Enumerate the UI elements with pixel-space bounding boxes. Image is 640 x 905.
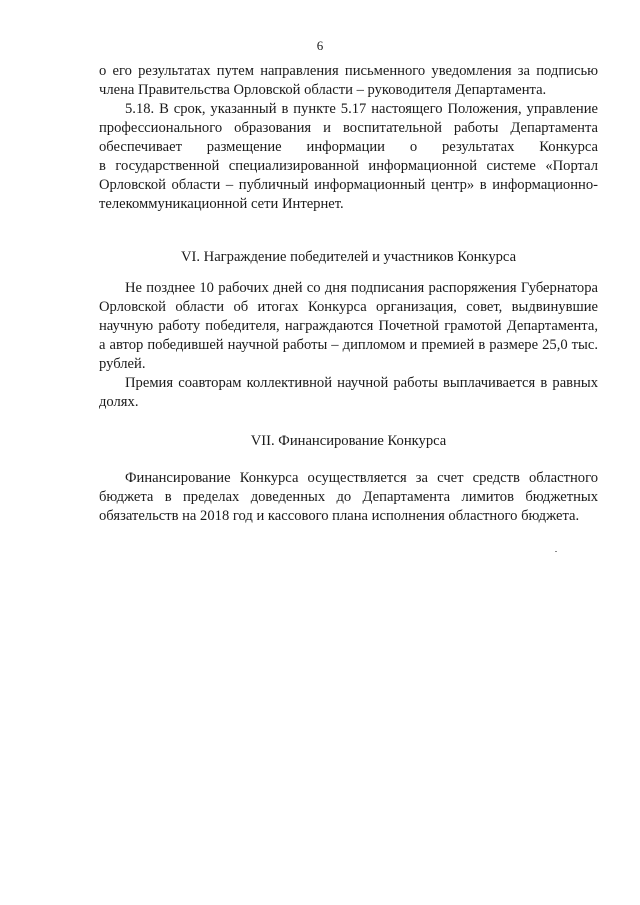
paragraph-5-18-part3: в государственной специализированной информационной системе «Портал Орловской области – публичный информационный центр» в информационно-телекоммуникационной сети Интернет. xyxy=(99,158,598,212)
paragraph-5-18-part1: 5.18. В срок, указанный в пункте 5.17 настоящего Положения, управление профессионального образования и воспитательной работы Департамента xyxy=(99,101,598,136)
paragraph-5-17-continuation: о его результатах путем направления письменного уведомления за подписью члена Правительства Орловской области – руководителя Департамента. xyxy=(99,63,598,98)
scan-speck xyxy=(555,551,557,552)
section-7-paragraph-1: Финансирование Конкурса осуществляется за счет средств областного бюджета в пределах доведенных до Департамента лимитов бюджетных обязательств на 2018 год и кассового плана исполнения областного бюджета. xyxy=(99,470,598,524)
document-body xyxy=(99,62,598,526)
paragraph-5-18-part2: обеспечивает размещение информации о результатах Конкурса xyxy=(99,139,598,155)
section-6-paragraph-2: Премия соавторам коллективной научной работы выплачивается в равных долях. xyxy=(99,375,598,410)
section-6-heading: VI. Награждение победителей и участников Конкурса xyxy=(180,249,517,265)
page-number: 6 xyxy=(316,38,324,53)
section-6-paragraph-1: Не позднее 10 рабочих дней со дня подписания распоряжения Губернатора Орловской области об итогах Конкурса организация, совет, выдвинувшие научную работу победителя, награждаются Почетной грамотой Департамента, а автор победившей научной работы – дипломом и премией в размере 25,0 тыс. рублей. xyxy=(99,280,598,372)
section-7-heading: VII. Финансирование Конкурса xyxy=(250,433,447,449)
